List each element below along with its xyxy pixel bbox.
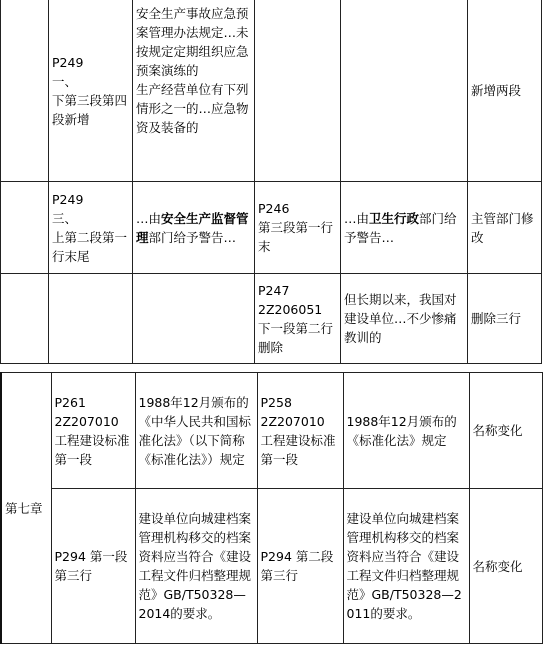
table-row: [1, 0, 542, 182]
new-location-cell: P294 第二段第三行: [257, 489, 343, 644]
comparison-table-chapter-7: [0, 372, 543, 644]
table-row: [1, 373, 542, 489]
old-location-cell: [49, 274, 133, 364]
change-note-cell: 新增两段: [468, 0, 542, 182]
old-content-suffix: 部门给予警告…: [148, 229, 237, 245]
old-content-cell: [133, 182, 255, 274]
chapter-cell: 第七章: [1, 373, 51, 644]
new-content-cell: [341, 0, 468, 182]
old-content-prefix: …由: [136, 210, 162, 226]
new-content-cell: 1988年12月颁布的《标准化法》规定: [343, 373, 469, 489]
new-content-cell: [341, 182, 468, 274]
new-content-cell: 建设单位向城建档案管理机构移交的档案资料应当符合《建设工程文件归档整理规范》GB/T50328—2011的要求。: [343, 489, 469, 644]
new-location-cell: P247 2Z206051 下一段第二行删除: [255, 274, 341, 364]
old-content-cell: 1988年12月颁布的《中华人民共和国标准化法》（以下简称《标准化法》）规定: [135, 373, 257, 489]
old-location-cell: P249 三、 上第二段第一行末尾: [49, 182, 133, 274]
new-location-cell: P258 2Z207010 工程建设标准第一段: [257, 373, 343, 489]
new-content-suffix: 部门给予警告…: [344, 210, 457, 245]
change-note-cell: 删除三行: [468, 274, 542, 364]
chapter-cell: [1, 0, 49, 182]
new-location-cell: P246 第三段第一行末: [255, 182, 341, 274]
chapter-cell: [1, 182, 49, 274]
old-location-cell: P294 第一段第三行: [51, 489, 135, 644]
old-content-cell: [133, 274, 255, 364]
new-location-cell: [255, 0, 341, 182]
old-location-cell: P261 2Z207010 工程建设标准 第一段: [51, 373, 135, 489]
change-note-cell: 名称变化: [469, 489, 542, 644]
chapter-cell: [1, 274, 49, 364]
old-location-cell: P249 一、 下第三段第四段新增: [49, 0, 133, 182]
old-content-highlight: 安全生产监督管理: [136, 210, 249, 245]
change-note-cell: 名称变化: [469, 373, 542, 489]
old-content-cell: 安全生产事故应急预案管理办法规定…未按规定定期组织应急预案演练的 生产经营单位有下列情形之一的…应急物资及装备的: [133, 0, 255, 182]
table-row: [1, 182, 542, 274]
new-content-cell: 但长期以来，我国对建设单位…不少惨痛教训的: [341, 274, 468, 364]
new-content-highlight: 卫生行政: [369, 210, 420, 226]
change-note-cell: 主管部门修改: [468, 182, 542, 274]
table-row: [1, 274, 542, 364]
old-content-cell: 建设单位向城建档案管理机构移交的档案资料应当符合《建设工程文件归档整理规范》GB/T50328—2014的要求。: [135, 489, 257, 644]
table-row: [1, 489, 542, 644]
new-content-prefix: …由: [344, 210, 370, 226]
